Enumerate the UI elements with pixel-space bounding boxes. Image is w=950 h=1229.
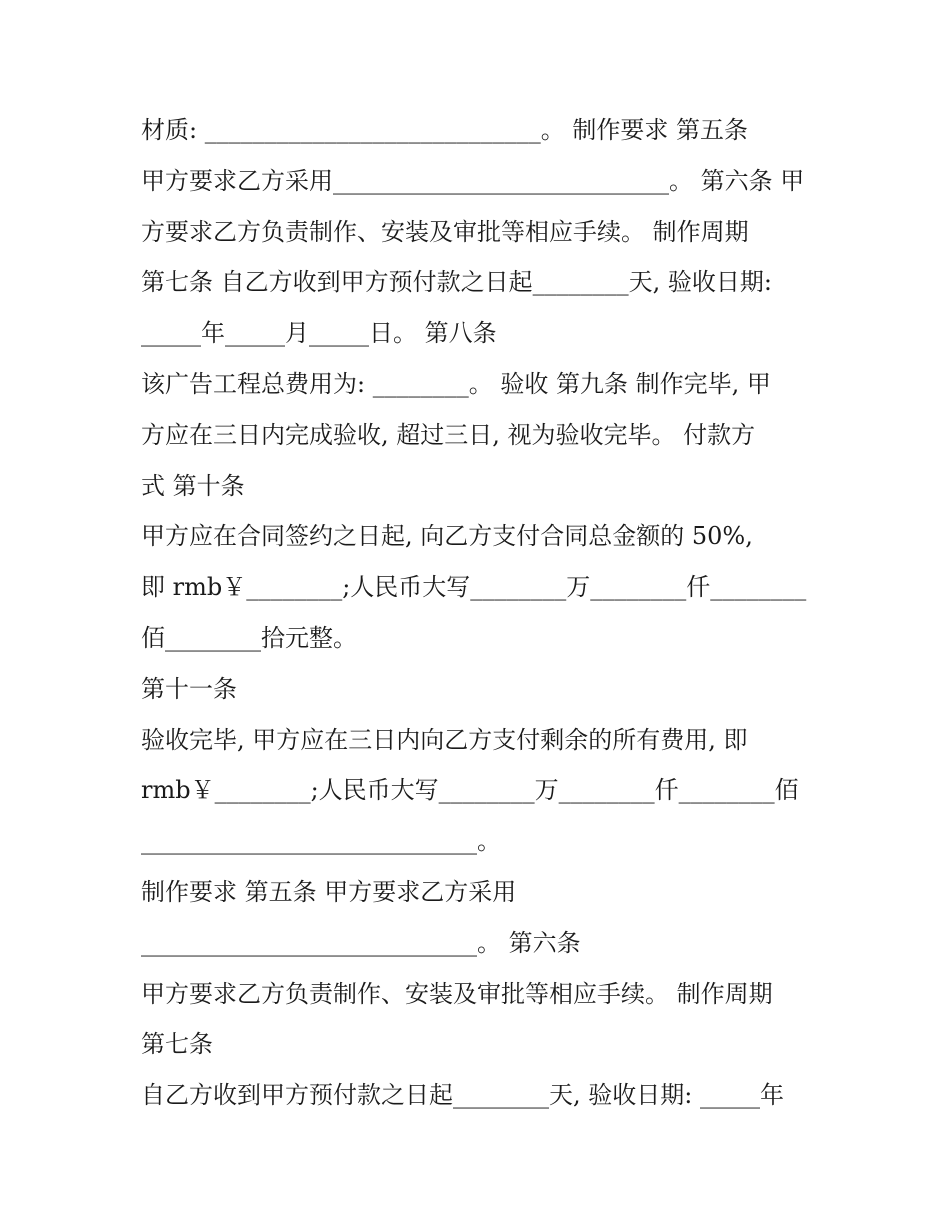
text-line: 验收完毕, 甲方应在三日内向乙方支付剩余的所有费用, 即 [141,725,748,754]
text-line: ____________________________。 第六条 [141,928,581,957]
text-line: 第七条 自乙方收到甲方预付款之日起________天, 验收日期: [141,268,772,297]
text-line: 方应在三日内完成验收, 超过三日, 视为验收完毕。 付款方 [141,420,756,449]
contract-text [141,105,821,1121]
text-line: 甲方要求乙方负责制作、安装及审批等相应手续。 制作周期 [141,979,773,1008]
text-line: 方要求乙方负责制作、安装及审批等相应手续。 制作周期 [141,217,749,246]
text-line: 甲方应在合同签约之日起, 向乙方支付合同总金额的 50%, [141,522,753,551]
text-line: 第十一条 [141,674,237,703]
text-line: rmb￥________;人民币大写________万________仟________佰 [141,776,799,805]
text-line: 佰________拾元整。 [141,623,357,652]
text-line: 制作要求 第五条 甲方要求乙方采用 [141,877,517,906]
text-line: _____年_____月_____日。 第八条 [141,319,497,348]
text-line: 第七条 [141,1030,213,1059]
text-line: 材质: ____________________________。 制作要求 第五条 [141,116,748,144]
text-line: 自乙方收到甲方预付款之日起________天, 验收日期: _____年 [141,1081,784,1110]
text-line: 即 rmb￥________;人民币大写________万________仟________ [141,573,807,602]
text-line: 该广告工程总费用为: ________。 验收 第九条 制作完毕, 甲 [141,369,771,398]
text-line: ____________________________。 [141,827,501,856]
text-line: 甲方要求乙方采用____________________________。 第六条 甲 [141,166,805,195]
text-line: 式 第十条 [141,471,245,500]
